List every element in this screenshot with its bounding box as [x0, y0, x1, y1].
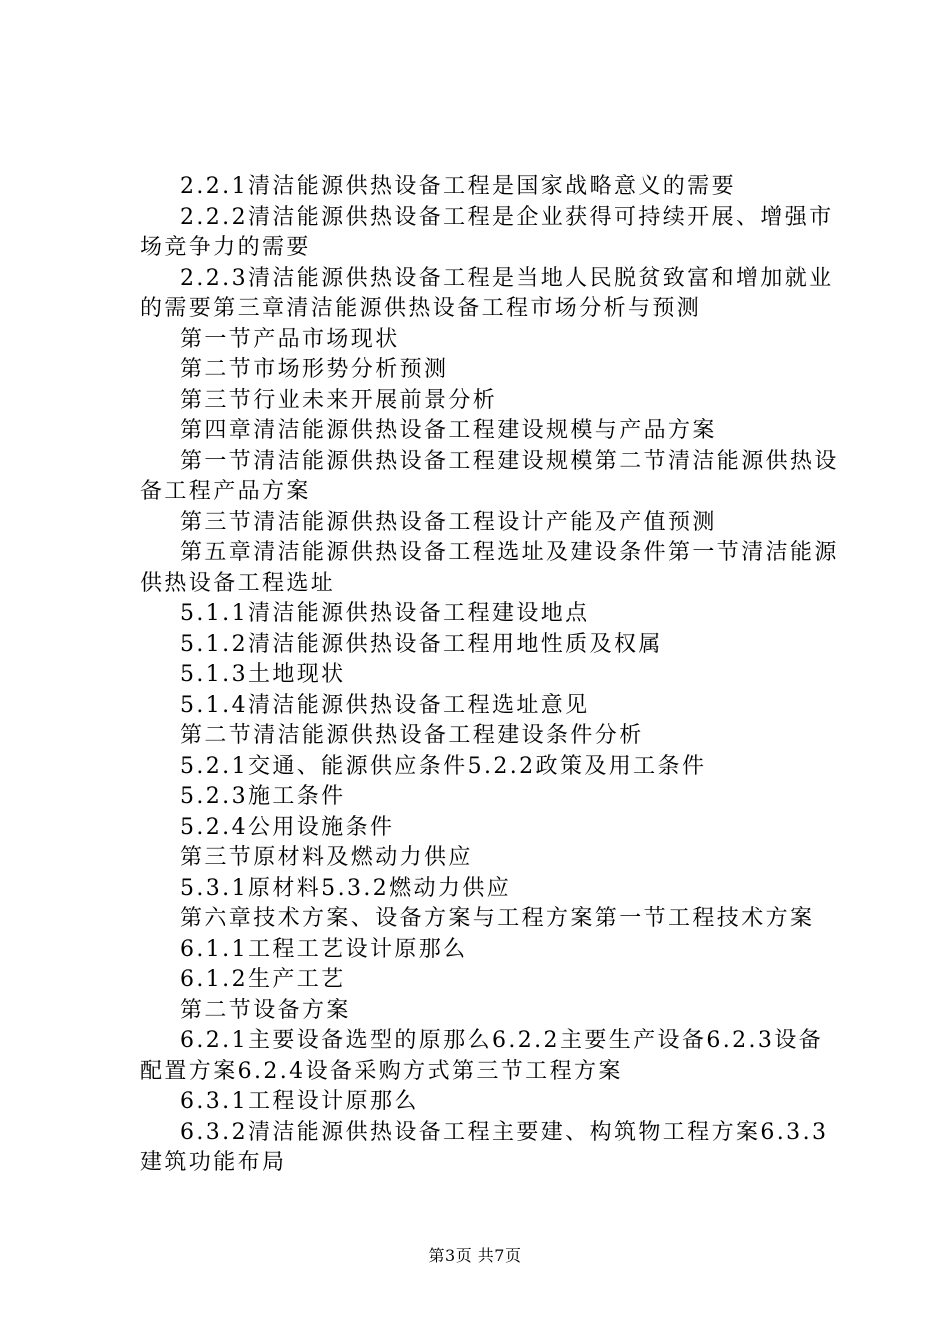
- paragraph: 第三节行业未来开展前景分析: [180, 387, 498, 413]
- paragraph: 第一节清洁能源供热设备工程建设规模第二节清洁能源供热设备工程产品方案: [140, 448, 839, 504]
- paragraph: 6.3.1工程设计原那么: [180, 1089, 419, 1114]
- paragraph: 第二节清洁能源供热设备工程建设条件分析: [180, 723, 644, 748]
- paragraph: 5.1.1清洁能源供热设备工程建设地点: [180, 601, 590, 626]
- paragraph: 第三节清洁能源供热设备工程设计产能及产值预测: [180, 509, 717, 535]
- paragraph: 第二节市场形势分析预测: [180, 357, 449, 382]
- paragraph: 第三节原材料及燃动力供应: [180, 845, 473, 870]
- paragraph: 6.3.2清洁能源供热设备工程主要建、构筑物工程方案6.3.3建筑功能布局: [140, 1119, 829, 1175]
- paragraph: 第一节产品市场现状: [180, 326, 400, 352]
- paragraph: 5.2.4公用设施条件: [180, 814, 395, 840]
- paragraph: 6.1.1工程工艺设计原那么: [180, 936, 468, 962]
- paragraph: 5.1.2清洁能源供热设备工程用地性质及权属: [180, 631, 663, 657]
- paragraph: 2.2.3清洁能源供热设备工程是当地人民脱贫致富和增加就业的需要第三章清洁能源供热设备工程市场分析与预测: [140, 265, 834, 321]
- paragraph: 2.2.1清洁能源供热设备工程是国家战略意义的需要: [180, 174, 736, 199]
- paragraph: 5.1.4清洁能源供热设备工程选址意见: [180, 692, 590, 718]
- paragraph: 6.1.2生产工艺: [180, 967, 346, 992]
- paragraph: 2.2.2清洁能源供热设备工程是企业获得可持续开展、增强市场竞争力的需要: [140, 204, 834, 260]
- paragraph: 5.2.1交通、能源供应条件5.2.2政策及用工条件: [180, 753, 707, 779]
- page-footer: 第3页 共7页: [428, 1246, 522, 1265]
- paragraph: 第六章技术方案、设备方案与工程方案第一节工程技术方案: [180, 906, 815, 931]
- paragraph: 5.3.1原材料5.3.2燃动力供应: [180, 875, 512, 901]
- paragraph: 6.2.1主要设备选型的原那么6.2.2主要生产设备6.2.3设备配置方案6.2.4设备采购方式第三节工程方案: [140, 1028, 824, 1084]
- paragraph: 5.1.3土地现状: [180, 662, 346, 687]
- paragraph: 第五章清洁能源供热设备工程选址及建设条件第一节清洁能源供热设备工程选址: [140, 540, 839, 596]
- paragraph: 5.2.3施工条件: [180, 784, 346, 809]
- paragraph: 第二节设备方案: [180, 997, 351, 1023]
- document-body: [140, 172, 840, 1179]
- paragraph: 第四章清洁能源供热设备工程建设规模与产品方案: [180, 418, 717, 443]
